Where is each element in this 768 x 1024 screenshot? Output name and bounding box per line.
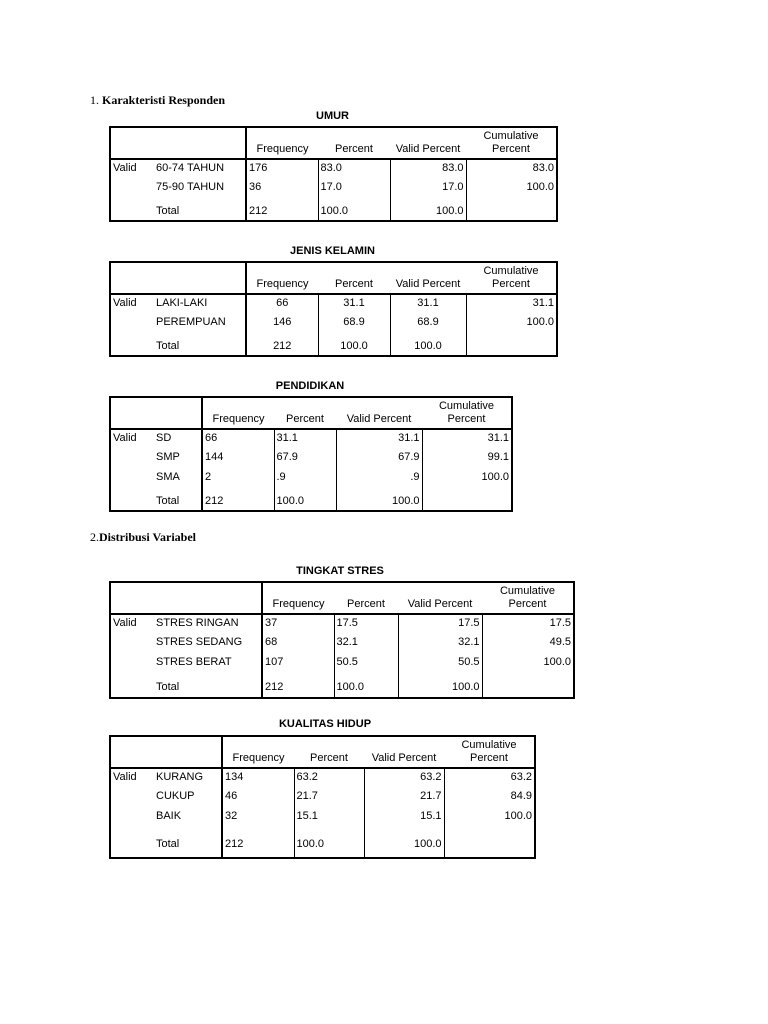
frequency-table-umur: [109, 126, 558, 222]
header-valid-percent: Valid Percent: [390, 127, 466, 159]
cell-frequency: 68: [262, 634, 334, 654]
table-row: [110, 449, 512, 469]
cell-percent: 17.0: [318, 179, 390, 199]
row-label: 75-90 TAHUN: [154, 179, 246, 199]
table-title-jenis-kelamin: JENIS KELAMIN: [290, 245, 375, 257]
cell-cumulative-percent: [444, 828, 535, 858]
cell-valid-percent: 100.0: [364, 828, 444, 858]
header-row: [110, 262, 557, 294]
header-valid-percent: Valid Percent: [390, 262, 466, 294]
row-label: BAIK: [154, 808, 222, 828]
header-row: [110, 582, 574, 614]
cell-frequency: 107: [262, 654, 334, 674]
header-valid-percent: Valid Percent: [398, 582, 482, 614]
cell-percent: 68.9: [318, 314, 390, 334]
cell-cumulative-percent: [422, 489, 512, 511]
cell-frequency: 36: [246, 179, 318, 199]
cell-frequency: 146: [246, 314, 318, 334]
table-title-umur: UMUR: [316, 110, 349, 122]
cell-percent: 83.0: [318, 159, 390, 179]
cell-percent: 31.1: [274, 429, 336, 449]
section-title: Distribusi Variabel: [99, 530, 197, 544]
cell-percent: 17.5: [334, 614, 398, 634]
cell-valid-percent: 100.0: [336, 489, 422, 511]
cell-cumulative-percent: 63.2: [444, 768, 535, 788]
header-row: [110, 127, 557, 159]
header-percent: Percent: [334, 582, 398, 614]
section-title: Karakteristi Responden: [102, 93, 225, 107]
cell-cumulative-percent: [482, 674, 574, 698]
cell-cumulative-percent: 100.0: [444, 808, 535, 828]
cell-percent: 50.5: [334, 654, 398, 674]
table-row-total: [110, 674, 574, 698]
cell-valid-percent: 100.0: [390, 334, 466, 356]
header-percent: Percent: [318, 262, 390, 294]
cell-cumulative-percent: 100.0: [422, 469, 512, 489]
table-row-total: [110, 828, 535, 858]
cell-cumulative-percent: [466, 334, 557, 356]
cell-cumulative-percent: [466, 199, 557, 221]
cell-valid-percent: 17.5: [398, 614, 482, 634]
cell-cumulative-percent: 17.5: [482, 614, 574, 634]
cell-frequency: 66: [246, 294, 318, 314]
header-cumulative-percent: Cumulative Percent: [482, 582, 574, 614]
header-blank: [110, 397, 202, 429]
table-row: [110, 314, 557, 334]
cell-valid-percent: 100.0: [398, 674, 482, 698]
cell-cumulative-percent: 100.0: [466, 179, 557, 199]
cell-cumulative-percent: 83.0: [466, 159, 557, 179]
row-label: STRES SEDANG: [154, 634, 262, 654]
valid-label: Valid: [113, 162, 137, 174]
table-row: [110, 294, 557, 314]
header-blank: [110, 127, 246, 159]
cell-frequency: 46: [222, 788, 294, 808]
header-blank: [110, 582, 262, 614]
row-label: KURANG: [154, 768, 222, 788]
row-label: STRES RINGAN: [154, 614, 262, 634]
table-row-total: [110, 489, 512, 511]
table-row-total: [110, 334, 557, 356]
valid-label: Valid: [113, 617, 137, 629]
row-label: 60-74 TAHUN: [154, 159, 246, 179]
row-label: Total: [154, 828, 222, 858]
row-label: Total: [154, 334, 246, 356]
table-row: [110, 808, 535, 828]
header-frequency: Frequency: [246, 262, 318, 294]
row-label: PEREMPUAN: [154, 314, 246, 334]
cell-frequency: 2: [202, 469, 274, 489]
header-cumulative-percent: Cumulative Percent: [466, 262, 557, 294]
header-frequency: Frequency: [262, 582, 334, 614]
table-row: [110, 614, 574, 634]
cell-cumulative-percent: 31.1: [466, 294, 557, 314]
table-row: [110, 159, 557, 179]
header-frequency: Frequency: [246, 127, 318, 159]
frequency-table-jenis-kelamin: [109, 261, 558, 357]
table-row: [110, 768, 535, 788]
cell-valid-percent: 15.1: [364, 808, 444, 828]
cell-percent: 15.1: [294, 808, 364, 828]
header-blank: [110, 262, 246, 294]
cell-valid-percent: .9: [336, 469, 422, 489]
cell-frequency: 134: [222, 768, 294, 788]
cell-valid-percent: 100.0: [390, 199, 466, 221]
frequency-table-kualitas-hidup: [109, 735, 536, 859]
header-frequency: Frequency: [202, 397, 274, 429]
cell-frequency: 144: [202, 449, 274, 469]
cell-cumulative-percent: 31.1: [422, 429, 512, 449]
row-label: Total: [154, 199, 246, 221]
valid-label: Valid: [113, 432, 137, 444]
section-number: 2.: [90, 530, 99, 544]
cell-valid-percent: 83.0: [390, 159, 466, 179]
row-label: SD: [154, 429, 202, 449]
header-percent: Percent: [294, 736, 364, 768]
header-cumulative-percent: Cumulative Percent: [422, 397, 512, 429]
header-row: [110, 397, 512, 429]
valid-label: Valid: [113, 297, 137, 309]
header-percent: Percent: [318, 127, 390, 159]
section-number: 1.: [90, 93, 99, 107]
cell-percent: 100.0: [294, 828, 364, 858]
table-title-pendidikan: PENDIDIKAN: [275, 380, 345, 392]
section-heading-1: [90, 93, 225, 108]
cell-frequency: 32: [222, 808, 294, 828]
row-label: Total: [154, 489, 202, 511]
row-label: LAKI-LAKI: [154, 294, 246, 314]
header-row: [110, 736, 535, 768]
cell-frequency: 212: [222, 828, 294, 858]
cell-percent: 100.0: [274, 489, 336, 511]
cell-percent: 21.7: [294, 788, 364, 808]
cell-frequency: 212: [246, 334, 318, 356]
cell-valid-percent: 17.0: [390, 179, 466, 199]
table-row: [110, 469, 512, 489]
header-percent: Percent: [274, 397, 336, 429]
row-label: CUKUP: [154, 788, 222, 808]
cell-frequency: 212: [246, 199, 318, 221]
cell-valid-percent: 67.9: [336, 449, 422, 469]
section-heading-2: [90, 530, 196, 545]
cell-frequency: 66: [202, 429, 274, 449]
cell-cumulative-percent: 49.5: [482, 634, 574, 654]
header-cumulative-percent: Cumulative Percent: [466, 127, 557, 159]
table-row: [110, 634, 574, 654]
table-row-total: [110, 199, 557, 221]
header-blank: [110, 736, 222, 768]
row-label: STRES BERAT: [154, 654, 262, 674]
valid-label: Valid: [113, 771, 137, 783]
table-row: [110, 654, 574, 674]
header-frequency: Frequency: [222, 736, 294, 768]
cell-cumulative-percent: 84.9: [444, 788, 535, 808]
cell-percent: .9: [274, 469, 336, 489]
table-row: [110, 788, 535, 808]
cell-frequency: 212: [202, 489, 274, 511]
cell-percent: 67.9: [274, 449, 336, 469]
cell-valid-percent: 32.1: [398, 634, 482, 654]
cell-cumulative-percent: 99.1: [422, 449, 512, 469]
cell-percent: 100.0: [318, 199, 390, 221]
header-cumulative-percent: Cumulative Percent: [444, 736, 535, 768]
cell-percent: 32.1: [334, 634, 398, 654]
table-title-kualitas-hidup: KUALITAS HIDUP: [278, 718, 372, 730]
cell-valid-percent: 21.7: [364, 788, 444, 808]
cell-percent: 31.1: [318, 294, 390, 314]
cell-frequency: 37: [262, 614, 334, 634]
cell-percent: 63.2: [294, 768, 364, 788]
table-title-tingkat-stres: TINGKAT STRES: [296, 565, 384, 577]
cell-percent: 100.0: [334, 674, 398, 698]
cell-frequency: 176: [246, 159, 318, 179]
row-label: SMA: [154, 469, 202, 489]
table-row: [110, 429, 512, 449]
cell-valid-percent: 50.5: [398, 654, 482, 674]
cell-valid-percent: 31.1: [390, 294, 466, 314]
frequency-table-tingkat-stres: [109, 581, 575, 699]
cell-cumulative-percent: 100.0: [482, 654, 574, 674]
table-row: [110, 179, 557, 199]
cell-cumulative-percent: 100.0: [466, 314, 557, 334]
frequency-table-pendidikan: [109, 396, 513, 512]
cell-valid-percent: 31.1: [336, 429, 422, 449]
cell-valid-percent: 63.2: [364, 768, 444, 788]
header-valid-percent: Valid Percent: [336, 397, 422, 429]
row-label: SMP: [154, 449, 202, 469]
cell-valid-percent: 68.9: [390, 314, 466, 334]
cell-frequency: 212: [262, 674, 334, 698]
row-label: Total: [154, 674, 262, 698]
cell-percent: 100.0: [318, 334, 390, 356]
header-valid-percent: Valid Percent: [364, 736, 444, 768]
